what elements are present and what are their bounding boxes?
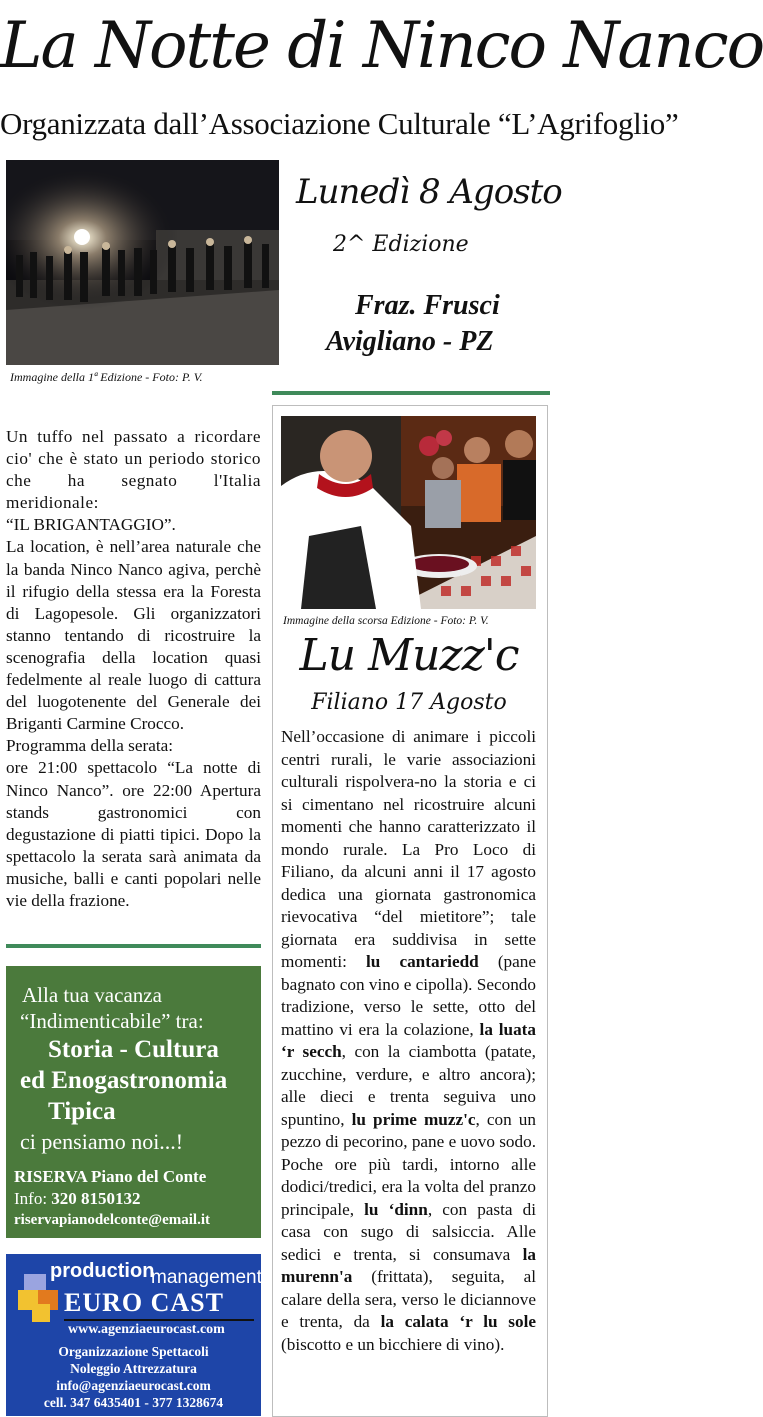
divider [272,391,550,395]
ad-line: Alla tua vacanza [22,983,162,1007]
ad-line: “Indimenticabile” tra: [20,1009,204,1033]
page-title: La Notte di Ninco Nanco [0,9,763,83]
article-paragraph: ore 21:00 spettacolo “La notte di Ninco Nanco”. ore 22:00 Apertura stands gastronomici con degustazione di piatti tipici. Dopo la spettacolo la serata sarà animata da musiche, balli e canti popolari nelle vie della frazione. [6,758,261,910]
event-edition: 2^ Edizione [333,232,469,257]
ad-info [14,1189,141,1209]
event-place-line2: Avigliano - PZ [326,326,494,357]
photo-caption: Immagine della scorsa Edizione - Foto: P. V. [283,615,489,627]
ad-phones: cell. 347 6435401 - 377 1328674 [43,1395,224,1410]
ad-eurocast [6,1254,261,1416]
meal-name: lu prime muzz'c [351,1109,476,1129]
ad-highlight: ed Enogastronomia [20,1067,228,1094]
photo-caption: Immagine della 1ª Edizione - Foto: P. V. [10,370,203,384]
event-place-line1: Fraz. Frusci [355,290,500,321]
ad-phone: 320 8150132 [51,1189,141,1208]
article-paragraph: “IL BRIGANTAGGIO”. [6,515,176,535]
ad-brand-underline [64,1319,254,1321]
ad-highlight: Tipica [48,1098,116,1125]
text-run: , con un pezzo di pecorino, pane e uovo sodo. Poche ore più tardi, intorno alle dodici/tredici, era la volta del pranzo principale, [281,1109,536,1219]
muzzc-article [281,726,536,1356]
article-paragraph: Programma della serata: [6,736,174,756]
ad-logo-word: production [50,1260,155,1282]
article-paragraph: Un tuffo nel passato a ricordare cio' che è stato un periodo storico che ha segnato l'Italia meridionale: [6,427,261,513]
ad-service: Noleggio Attrezzatura [70,1361,197,1376]
ad-logo-word: management [151,1267,262,1288]
text-run: (pane bagnato con vino e cipolla). Secondo tradizione, verso le sette, otto del mattino vi era la colazione, [281,952,536,1039]
text-run: , con la ciambotta (patate, zucchine, verdure, e altro ancora); alle dieci e trenta seguiva uno spuntino, [281,1042,536,1129]
ad-website: www.agenziaeurocast.com [68,1322,225,1337]
article-brigantaggio [6,426,261,912]
muzzc-subtitle: Filiano 17 Agosto [311,690,507,715]
article-paragraph: La location, è nell’area naturale che la banda Ninco Nanco agiva, perchè il rifugio della stessa era la Foresta di Lagopesole. Gli organizzatori stanno tentando di ricostruire la scenografia della location quasi fedelmente al reale luogo di cattura del luogotenente del Generale dei Briganti Carmine Crocco. [6,537,261,734]
ad-email: info@agenziaeurocast.com [56,1378,211,1393]
ad-service: Organizzazione Spettacoli [58,1344,209,1359]
ad-brand: EURO CAST [64,1288,224,1317]
divider [6,944,261,948]
meal-name: lu ‘dinn [364,1199,428,1219]
photo-last-edition [281,416,536,609]
ad-highlight: Storia - Cultura [48,1036,219,1063]
night-parade-image [6,160,279,365]
meal-name: lu cantariedd [366,952,479,971]
text-run: , con pasta di casa con sugo di salsiccia. Alle sedici e trenta, si consumava [281,1199,537,1264]
meal-name: la calata ‘r lu sole [380,1312,536,1331]
event-date: Lunedì 8 Agosto [296,172,562,212]
ad-riserva [6,966,261,1238]
text-run: Nell’occasione di animare i piccoli centri rurali, le varie associazioni culturali rispolvera-no la storia e ci si cimentano nel ricostruire alcuni momenti che hanno caratterizzato il mondo rurale. La Pro Loco di Filiano, da alcuni anni il 17 agosto dedica una giornata gastronomica rievocativa “del mietitore”; tale giornata era suddivisa in sette momenti: [281,727,536,971]
muzzc-title: Lu Muzz'c [299,630,519,681]
photo-first-edition [6,160,279,365]
text-run: (frittata), seguita, al calare della sera, verso le diciannove e trenta, da [281,1267,536,1331]
ad-info-label: Info: [14,1189,48,1208]
meal-name: la luata ‘r secch [281,1019,536,1061]
page-subtitle: Organizzata dall’Associazione Culturale “L’Agrifoglio” [0,106,679,141]
text-run: (biscotto e un bicchiere di vino). [281,1334,505,1354]
meal-name: la murenn'a [281,1244,536,1286]
ad-business-name: RISERVA Piano del Conte [14,1167,207,1186]
ad-email: riservapianodelconte@email.it [14,1212,211,1228]
eurocast-logo-icon [16,1274,62,1322]
dinner-serving-image [281,416,536,609]
ad-line: ci pensiamo noi...! [20,1129,184,1154]
